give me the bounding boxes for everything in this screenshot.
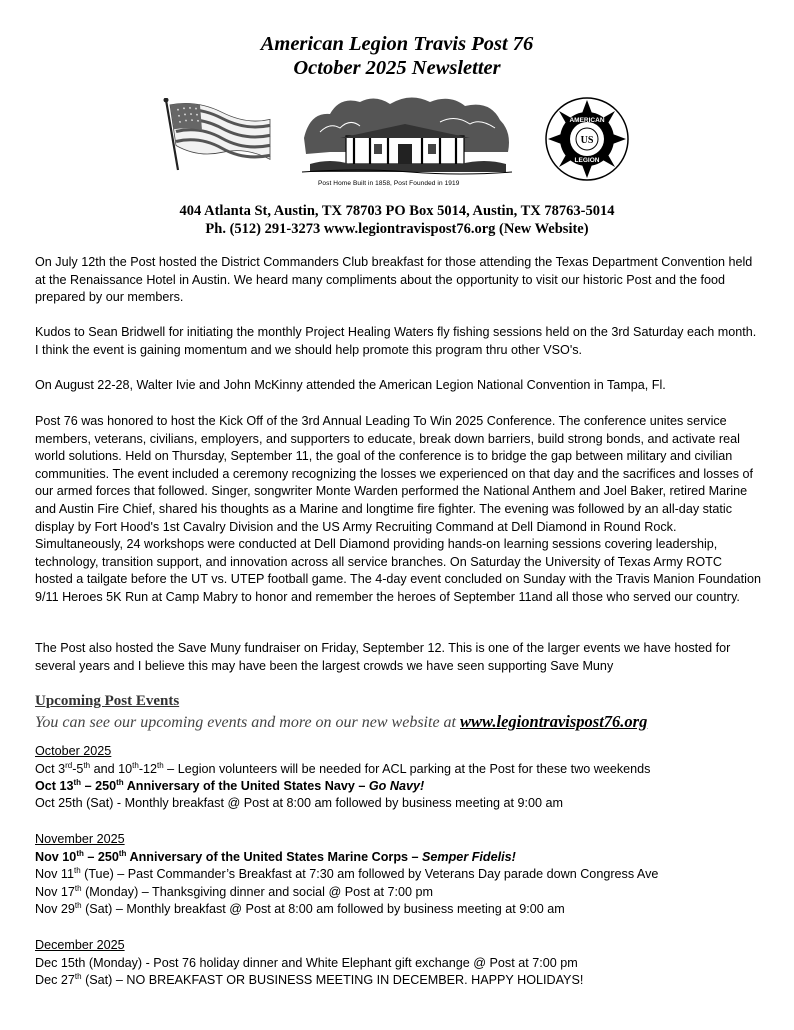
upcoming-events-subtitle: [35, 712, 647, 732]
house-caption: Post Home Built in 1858, Post Founded in 1919: [318, 180, 460, 187]
paragraph-save-muny: The Post also hosted the Save Muny fundraiser on Friday, September 12. This is one of the larger events we have hosted for several years and I believe this may have been the largest crowds we have seen supporting Save Muny: [35, 641, 731, 673]
emblem-top-text: AMERICAN: [569, 117, 605, 124]
emblem-center-text: US: [580, 135, 594, 146]
event-nov-veterans-day: Nov 11th (Tue) – Past Commander’s Breakfast at 7:30 am followed by Veterans Day parade down Congress Ave: [35, 865, 659, 881]
subtitle-text: You can see our upcoming events and more on our new website at: [35, 714, 460, 731]
event-dec-holiday-dinner: Dec 15th (Monday) - Post 76 holiday dinner and White Elephant gift exchange @ Post at 7:00 pm: [35, 956, 578, 970]
header-images: [0, 92, 794, 192]
event-dec-no-breakfast: Dec 27th (Sat) – NO BREAKFAST OR BUSINESS MEETING IN DECEMBER. HAPPY HOLIDAYS!: [35, 971, 584, 987]
month-heading-october: October 2025: [35, 744, 112, 758]
phone-website-line: Ph. (512) 291-3273 www.legiontravispost76.org (New Website): [205, 221, 589, 237]
upcoming-events-heading: Upcoming Post Events: [35, 693, 180, 709]
newsletter-subtitle: October 2025 Newsletter: [293, 57, 501, 79]
event-oct-acl-parking: Oct 3rd-5th and 10th-12th – Legion volunteers will be needed for ACL parking at the Post for these two weekends: [35, 760, 651, 776]
website-link[interactable]: www.legiontravispost76.org: [460, 712, 648, 731]
american-legion-emblem: [544, 96, 630, 182]
address-line: 404 Atlanta St, Austin, TX 78703 PO Box 5014, Austin, TX 78763-5014: [179, 203, 615, 219]
event-nov-thanksgiving: Nov 17th (Monday) – Thanksgiving dinner and social @ Post at 7:00 pm: [35, 883, 433, 899]
event-oct-navy-anniversary: Oct 13th – 250th Anniversary of the United States Navy – Go Navy!: [35, 777, 425, 793]
month-heading-november: November 2025: [35, 832, 125, 846]
event-oct-monthly-breakfast: Oct 25th (Sat) - Monthly breakfast @ Post at 8:00 am followed by business meeting at 9:00 am: [35, 796, 563, 810]
post-house-image: [300, 92, 514, 182]
month-heading-december: December 2025: [35, 938, 125, 952]
newsletter-title: American Legion Travis Post 76: [260, 33, 534, 55]
paragraph-commanders-breakfast: On July 12th the Post hosted the District Commanders Club breakfast for those attending the Texas Department Convention held at the Renaissance Hotel in Austin. We heard many compliments about the opportunity to visit our historic Post and the food prepared by our members.: [35, 255, 753, 305]
paragraph-leading-to-win: Post 76 was honored to host the Kick Off of the 3rd Annual Leading To Win 2025 Conference. The conference unites service members, veterans, civilians, employers, and supporters to educate, break down barriers, build strong bonds, and activate real world solutions. Held on Thursday, September 11, the goal of the conference is to bridge the gap between military and civilian communities. The event included a ceremony recognizing the losses we experienced on that day and the sacrifices and losses of our armed forces that followed. Singer, songwriter Monte Warden performed the National Anthem and Joel Baker, retired Marine and Austin Fire Chief, shared his thoughts as a Marine and longtime fire fighter. The evening was followed by an all-day static display by Fort Hood's 1st Cavalry Division and the US Army Recruiting Command at Dell Diamond in Round Rock. Simultaneously, 24 workshops were conducted at Dell Diamond providing hands-on learning sessions covering leadership, technology, transition support, and innovation across all service branches. On Saturday the University of Texas Army ROTC hosted a tailgate before the UT vs. UTEP football game. The 4-day event concluded on Sunday with the Travis Manion Foundation 9/11 Heroes 5K Run at Camp Mabry to honor and remember the heroes of September 11and all those who served our country.: [35, 414, 761, 604]
paragraph-national-convention: On August 22-28, Walter Ivie and John McKinny attended the American Legion National Convention in Tampa, Fl.: [35, 378, 666, 392]
event-nov-marine-anniversary: Nov 10th – 250th Anniversary of the United States Marine Corps – Semper Fidelis!: [35, 848, 516, 864]
us-flag-image: [162, 98, 274, 172]
emblem-bottom-text: LEGION: [574, 157, 600, 164]
event-nov-monthly-breakfast: Nov 29th (Sat) – Monthly breakfast @ Post at 8:00 am followed by business meeting at 9:00 am: [35, 900, 565, 916]
paragraph-healing-waters: Kudos to Sean Bridwell for initiating the monthly Project Healing Waters fly fishing sessions held on the 3rd Saturday each month. I think the event is gaining momentum and we should help promote this program thru other VSO's.: [35, 325, 757, 357]
